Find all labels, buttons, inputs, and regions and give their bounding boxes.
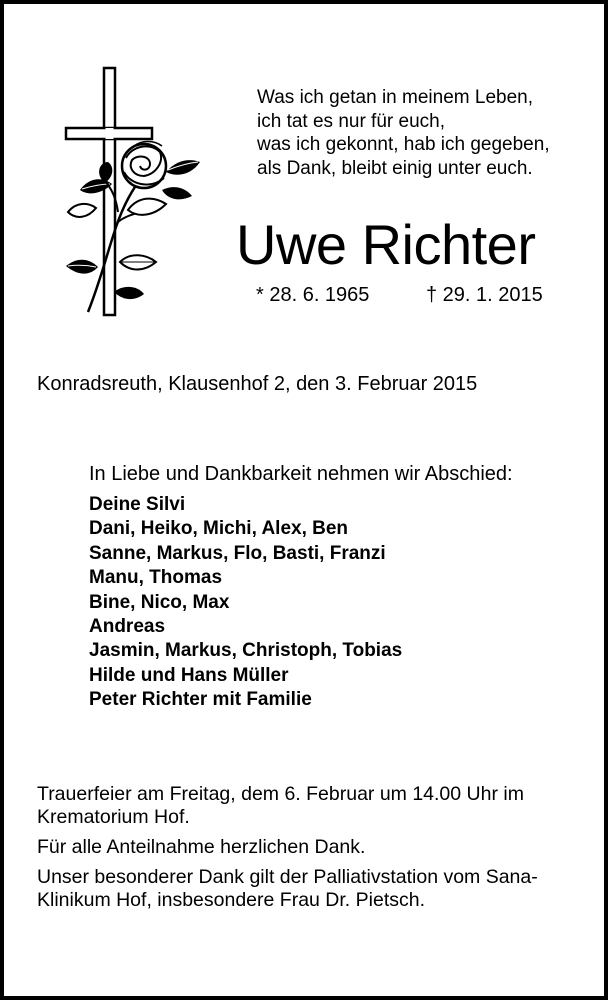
mourner-entry: Dani, Heiko, Michi, Alex, Ben (89, 518, 349, 540)
closing-notes (37, 783, 577, 919)
deceased-name: Uwe Richter (236, 213, 536, 276)
mourner-entry: Deine Silvi (89, 494, 186, 515)
poem-line: Was ich getan in meinem Leben, (257, 87, 534, 108)
funeral-service-note: Trauerfeier am Freitag, dem 6. Februar um 14.00 Uhr im Krematorium Hof. (37, 783, 524, 828)
poem-line: was ich gekonnt, hab ich gegeben, (257, 134, 550, 155)
farewell-line: In Liebe und Dankbarkeit nehmen wir Abschied: (89, 463, 513, 485)
mourner-entry: Hilde und Hans Müller (89, 664, 289, 686)
mourner-entry: Sanne, Markus, Flo, Basti, Franzi (89, 542, 386, 564)
mourner-entry: Andreas (89, 616, 166, 638)
poem-line: als Dank, bleibt einig unter euch. (257, 157, 533, 179)
poem-line: ich tat es nur für euch, (257, 110, 445, 132)
mourner-entry: Bine, Nico, Max (89, 591, 230, 613)
special-thanks-note: Unser besonderer Dank gilt der Palliativstation vom Sana-Klinikum Hof, insbesondere Frau Dr. Pietsch. (37, 866, 538, 911)
birth-date: * 28. 6. 1965 (256, 284, 370, 306)
mourner-entry: Manu, Thomas (89, 567, 223, 589)
poem-verse (257, 86, 587, 180)
mourner-entry: Jasmin, Markus, Christoph, Tobias (89, 640, 403, 662)
thanks-note: Für alle Anteilnahme herzlichen Dank. (37, 836, 366, 858)
mourner-entry: Peter Richter mit Familie (89, 689, 312, 711)
cross-with-rose-icon (58, 62, 208, 320)
place-and-date: Konradsreuth, Klausenhof 2, den 3. Februar 2015 (37, 373, 478, 395)
mourners-list (89, 493, 402, 713)
death-date: † 29. 1. 2015 (426, 284, 543, 306)
